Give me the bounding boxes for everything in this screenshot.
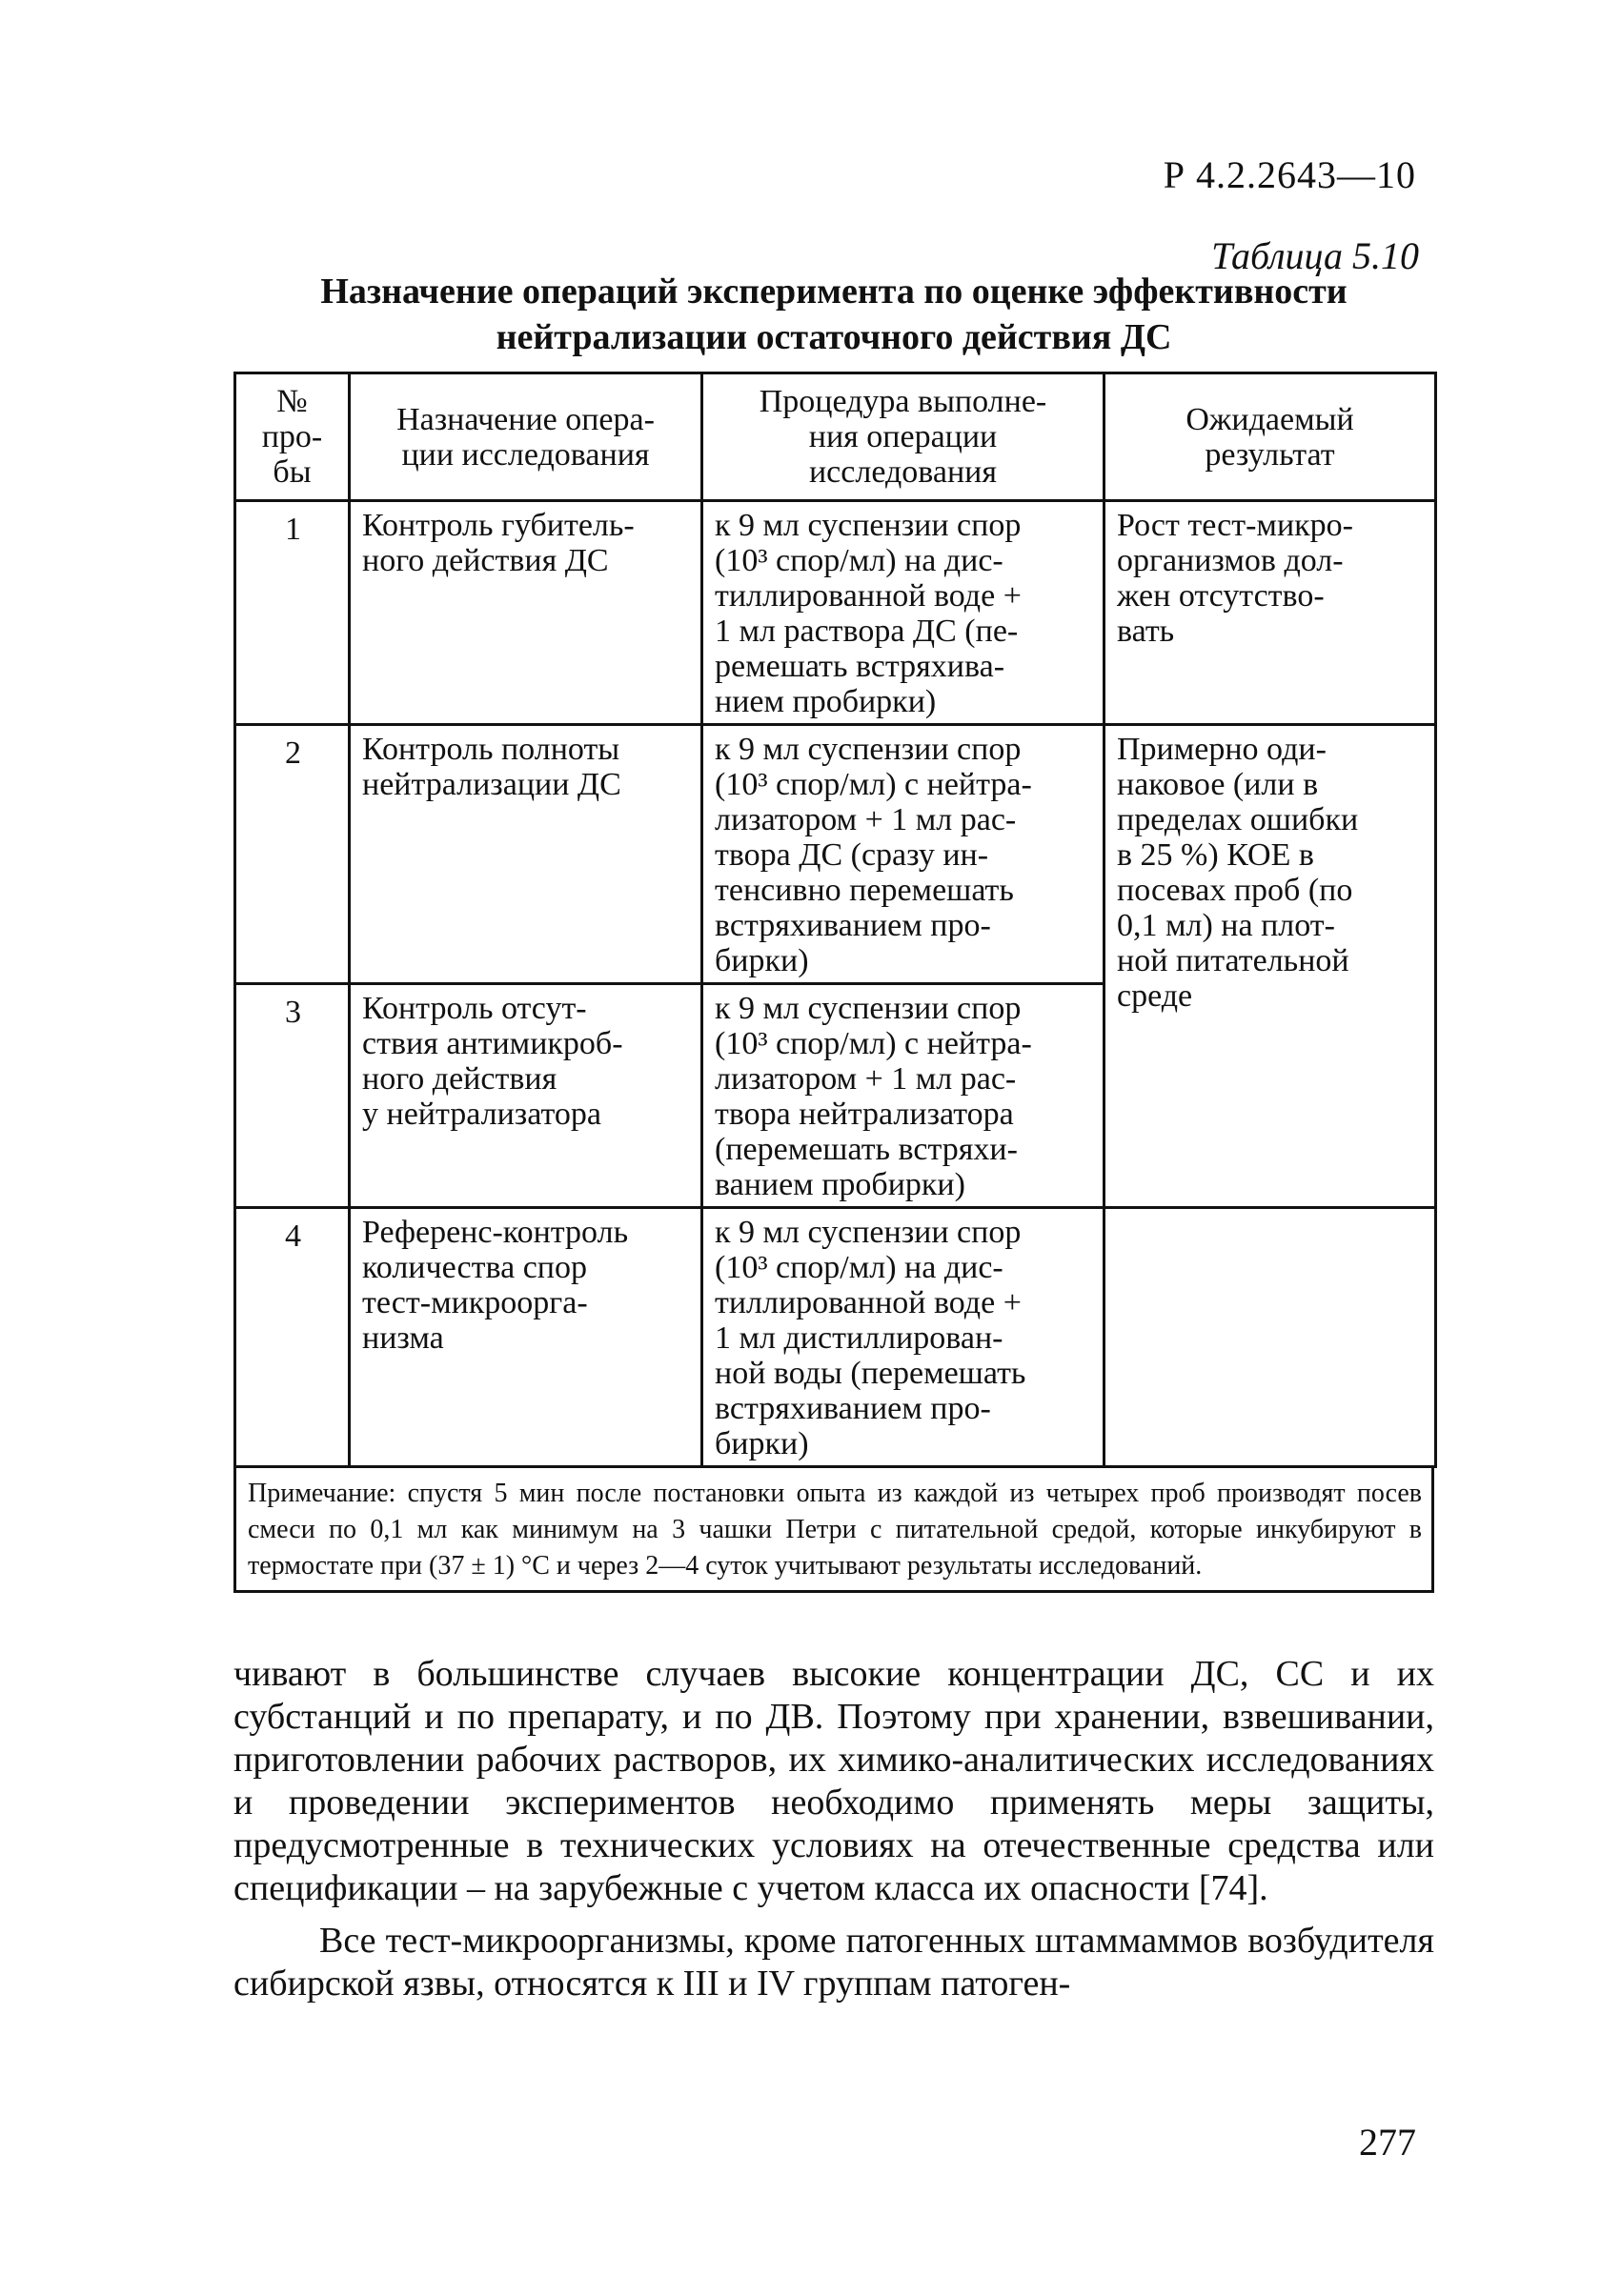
operations-table (233, 372, 1434, 1593)
table-title: Назначение операций эксперимента по оценке эффективности нейтрализации остаточного действия ДС (320, 272, 1347, 357)
expected-result (1104, 1208, 1436, 1467)
expected-result: Примерно оди- наковое (или в пределах ошибки в 25 %) КОЕ в посевах проб (по 0,1 мл) на плот- ной питательной среде (1104, 725, 1436, 1208)
column-header-procedure: Процедура выполне- ния операции исследования (702, 373, 1104, 501)
expected-result: Рост тест-микро- организмов дол- жен отсутство- вать (1104, 501, 1436, 725)
body-text (233, 1653, 1434, 2005)
table-note: Примечание: спустя 5 мин после постановки опыта из каждой из четырех проб производят посев смеси по 0,1 мл как минимум на 3 чашки Петри с питательной средой, которые инкубируют в термостате при (37 ± 1) °С и через 2—4 суток учитывают результаты исследований. (233, 1468, 1434, 1593)
operation-purpose: Референс-контроль количества спор тест-микроорга- низма (350, 1208, 702, 1467)
operation-purpose: Контроль отсут- ствия антимикроб- ного действия у нейтрализатора (350, 984, 702, 1208)
operation-procedure: к 9 мл суспензии спор (10³ спор/мл) с нейтра- лизатором + 1 мл рас- твора ДС (сразу ин- тенсивно перемешать встряхиванием про- бирки) (702, 725, 1104, 984)
body-paragraph: Все тест-микроорганизмы, кроме патогенных штаммаммов возбудителя сибирской язвы, относятся к III и IV группам патоген- (233, 1921, 1434, 2004)
operation-procedure: к 9 мл суспензии спор (10³ спор/мл) на дис- тиллированной воде + 1 мл дистиллирован- ной воды (перемешать встряхиванием про- бирки) (702, 1208, 1104, 1467)
table-header-row (235, 373, 1436, 501)
table-row (235, 501, 1436, 725)
operation-procedure: к 9 мл суспензии спор (10³ спор/мл) с нейтра- лизатором + 1 мл рас- твора нейтрализатора (перемешать встряхи- ванием пробирки) (702, 984, 1104, 1208)
operation-purpose: Контроль губитель- ного действия ДС (350, 501, 702, 725)
operation-purpose: Контроль полноты нейтрализации ДС (350, 725, 702, 984)
column-header-purpose: Назначение опера- ции исследования (350, 373, 702, 501)
column-header-number: № про- бы (235, 373, 350, 501)
operation-procedure: к 9 мл суспензии спор (10³ спор/мл) на дис- тиллированной воде + 1 мл раствора ДС (пе- ремешать встряхива- нием пробирки) (702, 501, 1104, 725)
column-header-result: Ожидаемый результат (1104, 373, 1436, 501)
table-row (235, 1208, 1436, 1467)
table-label: Таблица 5.10 (1211, 234, 1419, 277)
sample-number: 4 (235, 1208, 350, 1467)
table-row (235, 725, 1436, 984)
body-paragraph: чивают в большинстве случаев высокие концентрации ДС, СС и их субстанций и по препарату, и по ДВ. Поэтому при хранении, взвешивании, приготовлении рабочих растворов, их химико-аналитических исследованиях и проведении экспериментов необходимо применять меры защиты, предусмотренные в технических условиях на отечественные средства или спецификации – на зарубежные с учетом класса их опасности [74]. (233, 1654, 1434, 1908)
document-code: Р 4.2.2643—10 (1163, 153, 1416, 196)
sample-number: 3 (235, 984, 350, 1208)
sample-number: 2 (235, 725, 350, 984)
sample-number: 1 (235, 501, 350, 725)
page-number: 277 (1359, 2121, 1416, 2164)
